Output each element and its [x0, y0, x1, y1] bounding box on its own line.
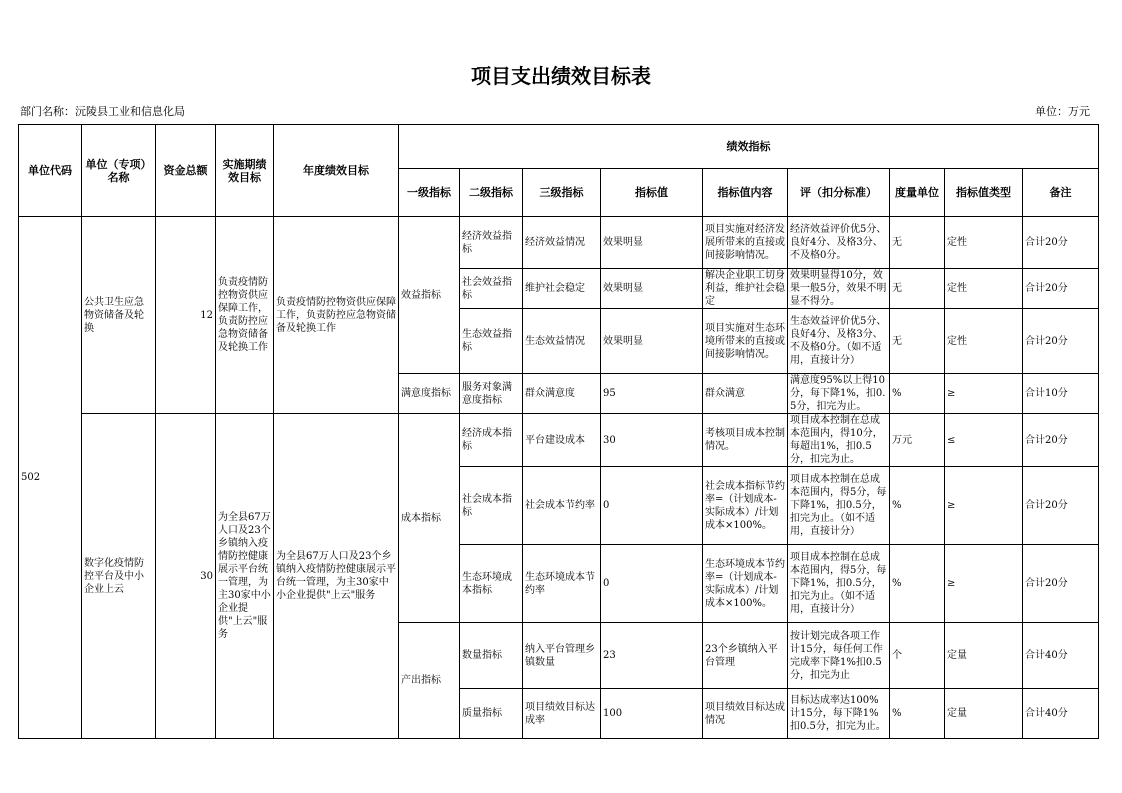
level3-cell: 生态效益情况 — [523, 309, 601, 374]
header-content: 指标值内容 — [703, 169, 788, 217]
scoring-cell: 满意度95%以上得10分，每下降1%，扣0.5分，扣完为止。 — [788, 374, 890, 414]
remark-cell: 合计20分 — [1023, 467, 1099, 545]
table-row — [19, 414, 1099, 467]
header-value-type: 指标值类型 — [945, 169, 1023, 217]
scoring-cell: 项目成本控制在总成本范围内，得5分，每下降1%，扣0.5分，扣完为止。（如不适用，直接计分） — [788, 467, 890, 545]
measure-cell: 无 — [890, 309, 945, 374]
header-period-goal: 实施期绩效目标 — [216, 125, 274, 217]
level3-cell: 纳入平台管理乡镇数量 — [523, 623, 601, 689]
header-value: 指标值 — [601, 169, 703, 217]
scoring-cell: 生态效益评价优5分、良好4分、及格3分、不及格0分。（如不适用，直接计分） — [788, 309, 890, 374]
header-remark: 备注 — [1023, 169, 1099, 217]
level1-cell: 效益指标 — [399, 217, 460, 374]
level2-cell: 质量指标 — [460, 689, 523, 739]
measure-cell: 万元 — [890, 414, 945, 467]
department-label: 部门名称：沅陵县工业和信息化局 — [20, 105, 185, 118]
value-cell: 95 — [601, 374, 703, 414]
level3-cell: 群众满意度 — [523, 374, 601, 414]
header-annual-goal: 年度绩效目标 — [274, 125, 399, 217]
value-cell: 0 — [601, 545, 703, 623]
table-row — [19, 217, 1099, 269]
scoring-cell: 按计划完成各项工作计15分，每任何工作完成率下降1%扣0.5分，扣完为止 — [788, 623, 890, 689]
header-level1: 一级指标 — [399, 169, 460, 217]
level3-cell: 维护社会稳定 — [523, 269, 601, 309]
level2-cell: 社会效益指标 — [460, 269, 523, 309]
measure-cell: % — [890, 545, 945, 623]
project-name: 数字化疫情防控平台及中小企业上云 — [82, 414, 156, 739]
type-cell: ≥ — [945, 545, 1023, 623]
scoring-cell: 效果明显得10分，效果一般5分，效果不明显不得分。 — [788, 269, 890, 309]
value-cell: 效果明显 — [601, 269, 703, 309]
project-annual-goal: 负责疫情防控物资供应保障工作，负责防控应急物资储备及轮换工作 — [274, 217, 399, 414]
project-period-goal: 为全县67万人口及23个乡镇纳入疫情防控健康展示平台统一管理，为主30家中小企业提供"上云"服务 — [216, 414, 274, 739]
value-cell: 效果明显 — [601, 217, 703, 269]
scoring-cell: 经济效益评价优5分、良好4分、及格3分、不及格0分。 — [788, 217, 890, 269]
remark-cell: 合计40分 — [1023, 623, 1099, 689]
project-period-goal: 负责疫情防控物资供应保障工作，负责防控应急物资储备及轮换工作 — [216, 217, 274, 414]
value-cell: 23 — [601, 623, 703, 689]
content-cell: 考核项目成本控制情况。 — [703, 414, 788, 467]
performance-table — [18, 124, 1099, 739]
type-cell: 定性 — [945, 309, 1023, 374]
remark-cell: 合计20分 — [1023, 217, 1099, 269]
level3-cell: 社会成本节约率 — [523, 467, 601, 545]
remark-cell: 合计10分 — [1023, 374, 1099, 414]
level1-cell: 成本指标 — [399, 414, 460, 623]
value-cell: 效果明显 — [601, 309, 703, 374]
type-cell: 定性 — [945, 217, 1023, 269]
measure-cell: % — [890, 467, 945, 545]
measure-cell: % — [890, 374, 945, 414]
level2-cell: 经济成本指标 — [460, 414, 523, 467]
page-title: 项目支出绩效目标表 — [471, 64, 651, 88]
content-cell: 群众满意 — [703, 374, 788, 414]
header-unit-code: 单位代码 — [19, 125, 82, 217]
content-cell: 生态环境成本节约率=（计划成本-实际成本）/计划成本×100%。 — [703, 545, 788, 623]
scoring-cell: 目标达成率达100%计15分，每下降1%扣0.5分，扣完为止。 — [788, 689, 890, 739]
measure-cell: 无 — [890, 269, 945, 309]
remark-cell: 合计20分 — [1023, 269, 1099, 309]
type-cell: ≤ — [945, 414, 1023, 467]
project-name: 公共卫生应急物资储备及轮换 — [82, 217, 156, 414]
level2-cell: 服务对象满意度指标 — [460, 374, 523, 414]
level3-cell: 平台建设成本 — [523, 414, 601, 467]
scoring-cell: 项目成本控制在总成本范围内，得10分，每超出1%，扣0.5分，扣完为止。 — [788, 414, 890, 467]
header-scoring: 评（扣分标准） — [788, 169, 890, 217]
level1-cell: 满意度指标 — [399, 374, 460, 414]
scoring-cell: 项目成本控制在总成本范围内，得5分，每下降1%，扣0.5分，扣完为止。（如不适用，直接计分） — [788, 545, 890, 623]
remark-cell: 合计40分 — [1023, 689, 1099, 739]
content-cell: 项目实施对经济发展所带来的直接或间接影响情况。 — [703, 217, 788, 269]
remark-cell: 合计20分 — [1023, 545, 1099, 623]
header-level2: 二级指标 — [460, 169, 523, 217]
type-cell: 定性 — [945, 269, 1023, 309]
measure-cell: 无 — [890, 217, 945, 269]
header-level3: 三级指标 — [523, 169, 601, 217]
level2-cell: 生态效益指标 — [460, 309, 523, 374]
header-unit-name: 单位（专项）名称 — [82, 125, 156, 217]
type-cell: 定量 — [945, 623, 1023, 689]
project-annual-goal: 为全县67万人口及23个乡镇纳入疫情防控健康展示平台统一管理，为主30家中小企业提供"上云"服务 — [274, 414, 399, 739]
unit-label: 单位：万元 — [1035, 105, 1090, 118]
header-indicators: 绩效指标 — [399, 125, 1099, 169]
type-cell: ≥ — [945, 467, 1023, 545]
level1-cell: 产出指标 — [399, 623, 460, 739]
project-funds: 30 — [156, 414, 216, 739]
level2-cell: 生态环境成本指标 — [460, 545, 523, 623]
value-cell: 30 — [601, 414, 703, 467]
level2-cell: 经济效益指标 — [460, 217, 523, 269]
remark-cell: 合计20分 — [1023, 414, 1099, 467]
remark-cell: 合计20分 — [1023, 309, 1099, 374]
value-cell: 0 — [601, 467, 703, 545]
type-cell: 定量 — [945, 689, 1023, 739]
level3-cell: 经济效益情况 — [523, 217, 601, 269]
level3-cell: 生态环境成本节约率 — [523, 545, 601, 623]
level3-cell: 项目绩效目标达成率 — [523, 689, 601, 739]
unit-code-cell: 502 — [19, 217, 82, 739]
type-cell: ≥ — [945, 374, 1023, 414]
content-cell: 项目绩效目标达成情况 — [703, 689, 788, 739]
content-cell: 项目实施对生态环境所带来的直接或间接影响情况。 — [703, 309, 788, 374]
level2-cell: 社会成本指标 — [460, 467, 523, 545]
content-cell: 解决企业职工切身利益，维护社会稳定 — [703, 269, 788, 309]
content-cell: 23个乡镇纳入平台管理 — [703, 623, 788, 689]
project-funds: 12 — [156, 217, 216, 414]
header-measure-unit: 度量单位 — [890, 169, 945, 217]
header-total-funds: 资金总额 — [156, 125, 216, 217]
measure-cell: % — [890, 689, 945, 739]
value-cell: 100 — [601, 689, 703, 739]
content-cell: 社会成本指标节约率=（计划成本-实际成本）/计划成本×100%。 — [703, 467, 788, 545]
level2-cell: 数量指标 — [460, 623, 523, 689]
measure-cell: 个 — [890, 623, 945, 689]
